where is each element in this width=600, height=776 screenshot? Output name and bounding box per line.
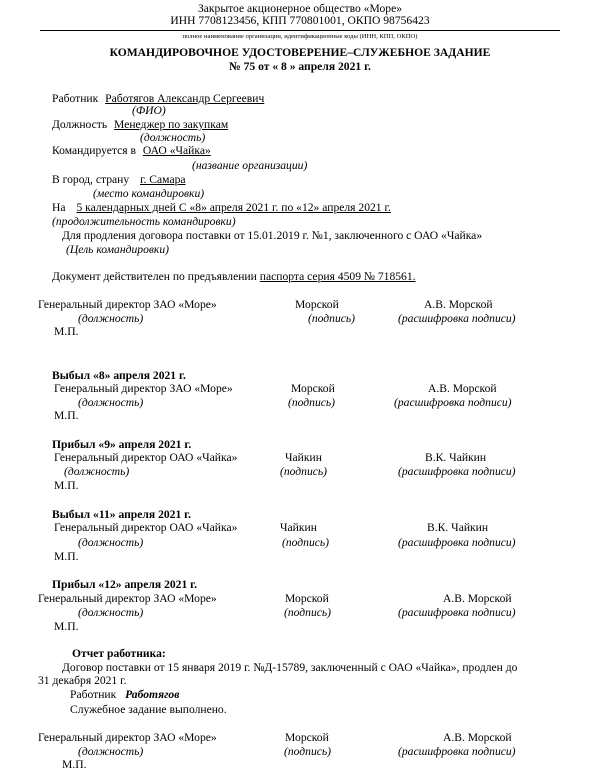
sign1-position-caption: (должность) <box>78 312 144 325</box>
duration-row <box>52 201 391 215</box>
employee-name: Работягов Александр Сергеевич <box>105 92 265 105</box>
city-value: г. Самара <box>140 173 186 186</box>
sign3-seal: М.П. <box>54 479 79 492</box>
company-name: Закрытое акционерное общество «Море» <box>197 2 403 15</box>
sign4-signature: Чайкин <box>280 521 317 534</box>
sign1-seal: М.П. <box>54 325 79 338</box>
sent-to-caption: (название организации) <box>192 159 308 172</box>
sign3-position: Генеральный директор ОАО «Чайка» <box>54 451 238 464</box>
sign2-signature-caption: (подпись) <box>288 396 336 409</box>
sign5-signature: Морской <box>285 592 329 605</box>
employee-caption: (ФИО) <box>132 104 166 117</box>
sign5-position-caption: (должность) <box>78 606 144 619</box>
sign2-seal: М.П. <box>54 409 79 422</box>
employee-label: Работник <box>52 92 99 105</box>
report-done: Служебное задание выполнено. <box>70 703 227 716</box>
sign2-decoding: А.В. Морской <box>428 382 497 395</box>
report-line-2: 31 декабря 2021 г. <box>38 674 127 687</box>
sign5-signature-caption: (подпись) <box>284 606 332 619</box>
document-label: Документ действителен по предъявлении <box>52 270 257 283</box>
document-value: паспорта серия 4509 № 718561. <box>259 270 416 283</box>
sign6-decoding-caption: (расшифровка подписи) <box>398 745 516 758</box>
city-label: В город, страну <box>52 173 130 186</box>
report-worker-label: Работник <box>70 688 117 701</box>
report-worker-signature: Работягов <box>125 688 180 701</box>
arrived-1-title: Прибыл «9» апреля 2021 г. <box>52 438 192 451</box>
sign5-seal: М.П. <box>54 620 79 633</box>
sign5-decoding-caption: (расшифровка подписи) <box>398 606 516 619</box>
purpose-caption: (Цель командировки) <box>66 243 169 256</box>
sign6-signature-caption: (подпись) <box>284 745 332 758</box>
sign6-position: Генеральный директор ЗАО «Море» <box>38 731 217 744</box>
header-divider <box>40 30 560 31</box>
sign5-decoding: А.В. Морской <box>443 592 512 605</box>
sign4-signature-caption: (подпись) <box>282 536 330 549</box>
sign2-position-caption: (должность) <box>78 396 144 409</box>
arrived-2-title: Прибыл «12» апреля 2021 г. <box>52 578 198 591</box>
sign4-position-caption: (должность) <box>78 536 144 549</box>
sign6-position-caption: (должность) <box>78 745 144 758</box>
sign1-decoding: А.В. Морской <box>424 298 493 311</box>
sign1-position: Генеральный директор ЗАО «Море» <box>38 298 217 311</box>
sign1-signature-caption: (подпись) <box>308 312 356 325</box>
position-value: Менеджер по закупкам <box>114 118 229 131</box>
sign6-signature: Морской <box>285 731 329 744</box>
departed-1-title: Выбыл «8» апреля 2021 г. <box>52 369 186 382</box>
codes-caption: полное наименование организации, идентификационные коды (ИНН, КПП, ОКПО) <box>182 33 418 40</box>
position-label: Должность <box>52 118 108 131</box>
sign5-position: Генеральный директор ЗАО «Море» <box>38 592 217 605</box>
sign3-signature: Чайкин <box>285 451 322 464</box>
sign3-signature-caption: (подпись) <box>280 465 328 478</box>
sign1-decoding-caption: (расшифровка подписи) <box>398 312 516 325</box>
sign3-decoding-caption: (расшифровка подписи) <box>398 465 516 478</box>
sign3-position-caption: (должность) <box>64 465 130 478</box>
duration-label: На <box>52 201 66 214</box>
report-line-1: Договор поставки от 15 января 2019 г. №Д-15789, заключенный с ОАО «Чайка», продлен до <box>62 661 518 674</box>
position-caption: (должность) <box>140 131 206 144</box>
sent-to-row <box>52 144 211 158</box>
sign3-decoding: В.К. Чайкин <box>425 451 487 464</box>
sign2-signature: Морской <box>291 382 335 395</box>
duration-value: 5 календарных дней С «8» апреля 2021 г. по «12» апреля 2021 г. <box>76 201 391 214</box>
document-title: КОМАНДИРОВОЧНОЕ УДОСТОВЕРЕНИЕ–СЛУЖЕБНОЕ ЗАДАНИЕ <box>109 46 491 59</box>
sign6-decoding: А.В. Морской <box>443 731 512 744</box>
sent-to-label: Командируется в <box>52 144 136 157</box>
sign2-decoding-caption: (расшифровка подписи) <box>394 396 512 409</box>
duration-caption: (продолжительность командировки) <box>52 215 236 228</box>
sign4-decoding-caption: (расшифровка подписи) <box>398 536 516 549</box>
position-row <box>52 118 228 132</box>
sign6-seal: М.П. <box>62 758 87 771</box>
city-caption: (место командировки) <box>93 187 205 200</box>
report-title: Отчет работника: <box>72 647 166 660</box>
sign2-position: Генеральный директор ЗАО «Море» <box>54 382 233 395</box>
report-worker-row <box>70 688 179 702</box>
document-row <box>52 270 416 284</box>
sign1-signature: Морской <box>295 298 339 311</box>
sign4-seal: М.П. <box>54 550 79 563</box>
document-number: № 75 от « 8 » апреля 2021 г. <box>229 60 371 73</box>
city-row <box>52 173 186 187</box>
sign4-decoding: В.К. Чайкин <box>427 521 489 534</box>
company-codes: ИНН 7708123456, КПП 770801001, ОКПО 98756423 <box>170 14 430 27</box>
purpose-value: Для продления договора поставки от 15.01.2019 г. №1, заключенного с ОАО «Чайка» <box>62 229 483 242</box>
departed-2-title: Выбыл «11» апреля 2021 г. <box>52 508 192 521</box>
sign4-position: Генеральный директор ОАО «Чайка» <box>54 521 238 534</box>
sent-to-value: ОАО «Чайка» <box>142 144 211 157</box>
